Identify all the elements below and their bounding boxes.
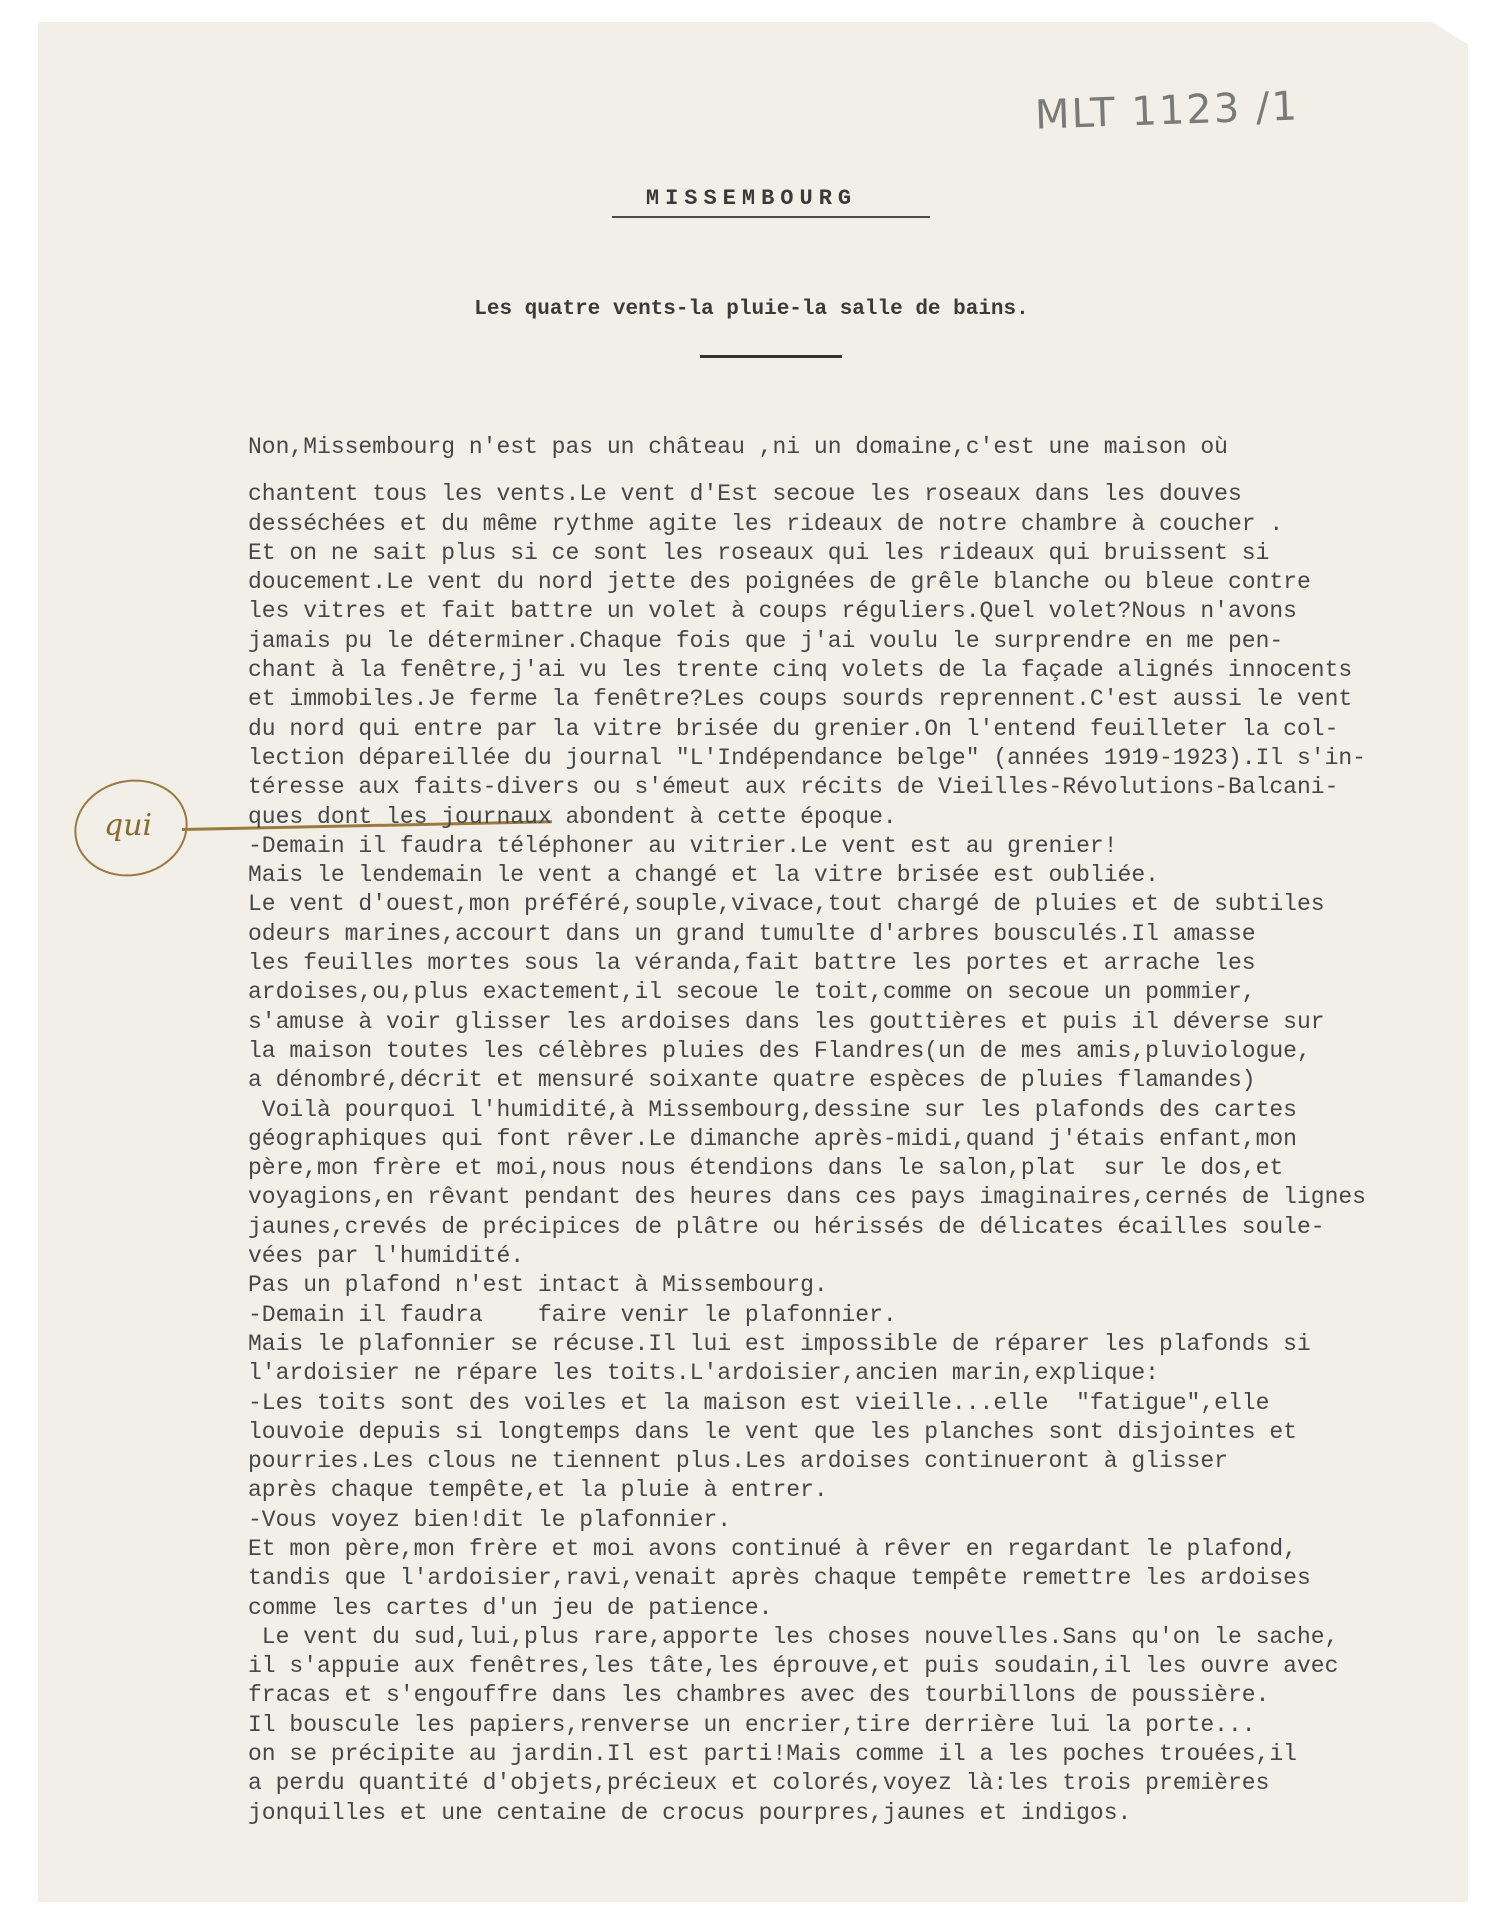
body-line: comme les cartes d'un jeu de patience. [248, 1594, 773, 1621]
body-line: du nord qui entre par la vitre brisée du grenier.On l'entend feuilleter la col- [248, 715, 1339, 742]
body-line: après chaque tempête,et la pluie à entrer. [248, 1477, 828, 1504]
body-line: Pas un plafond n'est intact à Missembourg. [248, 1272, 828, 1299]
body-line: les feuilles mortes sous la véranda,fait battre les portes et arrache les [248, 950, 1256, 977]
body-line: Le vent du sud,lui,plus rare,apporte les choses nouvelles.Sans qu'on le sache, [248, 1623, 1339, 1650]
body-line: doucement.Le vent du nord jette des poignées de grêle blanche ou bleue contre [248, 569, 1311, 596]
body-line: Mais le plafonnier se récuse.Il lui est impossible de réparer les plafonds si [248, 1330, 1311, 1357]
body-line: la maison toutes les célèbres pluies des Flandres(un de mes amis,pluviologue, [248, 1037, 1311, 1064]
body-line: s'amuse à voir glisser les ardoises dans les gouttières et puis il déverse sur [248, 1008, 1325, 1035]
body-line: ques dont les journaux abondent à cette époque. [248, 803, 897, 830]
document-subtitle: Les quatre vents-la pluie-la salle de bains. [474, 298, 1029, 321]
section-separator [700, 355, 842, 358]
title-underline [612, 216, 930, 218]
body-line: père,mon frère et moi,nous nous étendions dans le salon,plat sur le dos,et [248, 1155, 1284, 1182]
body-line: téresse aux faits-divers ou s'émeut aux récits de Vieilles-Révolutions-Balcani- [248, 774, 1339, 801]
body-line: Et mon père,mon frère et moi avons continué à rêver en regardant le plafond, [248, 1535, 1297, 1562]
body-line: jamais pu le déterminer.Chaque fois que j'ai voulu le surprendre en me pen- [248, 627, 1284, 654]
body-line: l'ardoisier ne répare les toits.L'ardoisier,ancien marin,explique: [248, 1360, 1159, 1387]
body-line: a dénombré,décrit et mensuré soixante quatre espèces de pluies flamandes) [248, 1067, 1256, 1094]
body-line: et immobiles.Je ferme la fenêtre?Les coups sourds reprennent.C'est aussi le vent [248, 686, 1353, 713]
body-line: les vitres et fait battre un volet à coups réguliers.Quel volet?Nous n'avons [248, 598, 1297, 625]
body-line: lection dépareillée du journal "L'Indépendance belge" (années 1919-1923).Il s'in- [248, 744, 1366, 771]
body-line: géographiques qui font rêver.Le dimanche après-midi,quand j'étais enfant,mon [248, 1125, 1297, 1152]
body-line: vées par l'humidité. [248, 1243, 525, 1270]
body-line: on se précipite au jardin.Il est parti!Mais comme il a les poches trouées,il [248, 1741, 1297, 1768]
body-line: Voilà pourquoi l'humidité,à Missembourg,dessine sur les plafonds des cartes [248, 1096, 1297, 1123]
body-line: Mais le lendemain le vent a changé et la vitre brisée est oubliée. [248, 862, 1159, 889]
body-line: tandis que l'ardoisier,ravi,venait après chaque tempête remettre les ardoises [248, 1565, 1311, 1592]
document-body [248, 433, 1478, 1828]
body-line: il s'appuie aux fenêtres,les tâte,les éprouve,et puis soudain,il les ouvre avec [248, 1653, 1339, 1680]
body-line: chantent tous les vents.Le vent d'Est secoue les roseaux dans les douves [248, 481, 1242, 508]
body-line: Et on ne sait plus si ce sont les roseaux qui les rideaux qui bruissent si [248, 539, 1270, 566]
body-line: louvoie depuis si longtemps dans le vent que les planches sont disjointes et [248, 1418, 1297, 1445]
body-line: -Les toits sont des voiles et la maison est vieille...elle "fatigue",elle [248, 1389, 1270, 1416]
margin-note-text: qui [104, 808, 153, 843]
body-line: -Vous voyez bien!dit le plafonnier. [248, 1506, 732, 1533]
body-line: ardoises,ou,plus exactement,il secoue le toit,comme on secoue un pommier, [248, 979, 1256, 1006]
body-line: fracas et s'engouffre dans les chambres avec des tourbillons de poussière. [248, 1682, 1270, 1709]
body-line: voyagions,en rêvant pendant des heures dans ces pays imaginaires,cernés de lignes [248, 1184, 1366, 1211]
body-line: desséchées et du même rythme agite les rideaux de notre chambre à coucher . [248, 510, 1284, 537]
document-title: MISSEMBOURG [645, 186, 858, 211]
body-line: -Demain il faudra téléphoner au vitrier.Le vent est au grenier! [248, 832, 1118, 859]
archive-reference: MLT 1123 /1 [1034, 83, 1300, 139]
body-line: jonquilles et une centaine de crocus pourpres,jaunes et indigos. [248, 1799, 1132, 1826]
body-line: -Demain il faudra faire venir le plafonnier. [248, 1301, 897, 1328]
body-line: Il bouscule les papiers,renverse un encrier,tire derrière lui la porte... [248, 1711, 1256, 1738]
body-line: odeurs marines,accourt dans un grand tumulte d'arbres bousculés.Il amasse [248, 920, 1256, 947]
body-line: pourries.Les clous ne tiennent plus.Les ardoises continueront à glisser [248, 1448, 1228, 1475]
body-line: a perdu quantité d'objets,précieux et colorés,voyez là:les trois premières [248, 1770, 1270, 1797]
body-line: chant à la fenêtre,j'ai vu les trente cinq volets de la façade alignés innocents [248, 657, 1353, 684]
body-line: jaunes,crevés de précipices de plâtre ou hérissés de délicates écailles soule- [248, 1213, 1325, 1240]
body-line: Non,Missembourg n'est pas un château ,ni un domaine,c'est une maison où [248, 434, 1228, 460]
body-line: Le vent d'ouest,mon préféré,souple,vivace,tout chargé de pluies et de subtiles [248, 891, 1325, 918]
